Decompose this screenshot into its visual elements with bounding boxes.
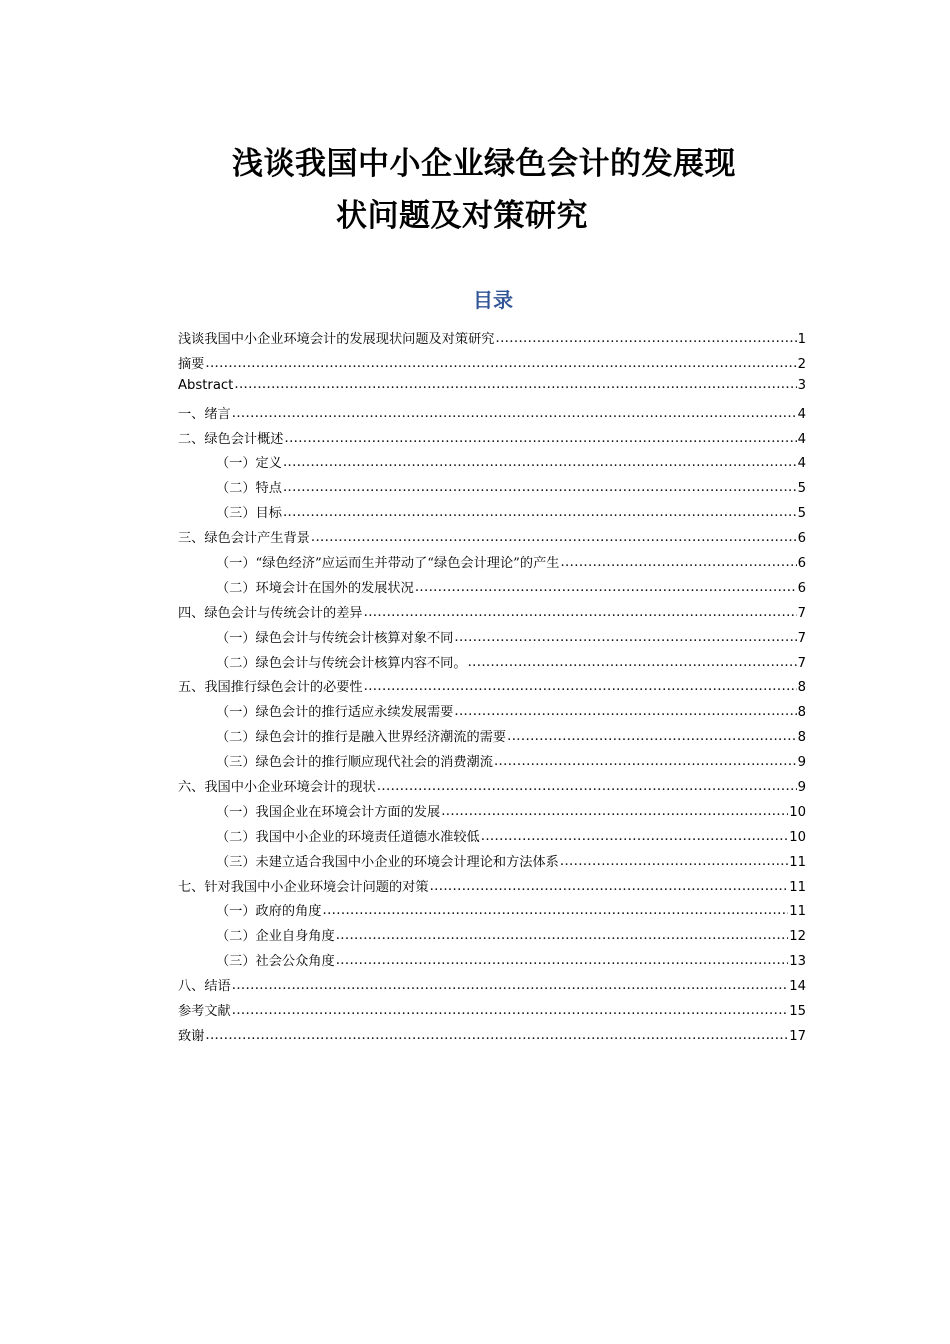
toc-entry-page-number: 15 [789,1004,806,1020]
document-title-line-2: 状问题及对策研究 [336,198,588,234]
toc-entry-page-number: 17 [789,1028,806,1044]
toc-dot-leader [494,754,797,769]
toc-dot-leader [311,530,797,545]
toc-entry-page-number: 4 [797,456,806,472]
toc-entry-title: 摘要 [178,356,205,372]
toc-entry-page-number: 4 [797,406,806,422]
toc-entry[interactable] [178,676,806,701]
toc-dot-leader [430,879,789,894]
toc-entry[interactable] [178,627,806,652]
toc-entry-page-number: 8 [797,705,806,721]
toc-entry-title: 四、绿色会计与传统会计的差异 [178,605,363,621]
toc-entry-title: （一）绿色会计与传统会计核算对象不同 [216,630,454,646]
toc-entry-page-number: 10 [789,804,806,820]
toc-dot-leader [336,953,789,968]
toc-entry[interactable] [178,876,806,901]
toc-entry[interactable] [178,353,806,378]
toc-dot-leader [232,406,797,421]
toc-entry[interactable] [178,1025,806,1050]
toc-dot-leader [454,630,796,645]
toc-entry-title: （一）我国企业在环境会计方面的发展 [216,804,441,820]
toc-entry-title: （一）绿色会计的推行适应永续发展需要 [216,705,454,721]
toc-dot-leader [205,1028,788,1043]
toc-dot-leader [560,555,796,570]
toc-entry[interactable] [178,378,806,403]
toc-entry-title: （三）绿色会计的推行顺应现代社会的消费潮流 [216,755,493,771]
toc-entry-title: （三）未建立适合我国中小企业的环境会计理论和方法体系 [216,854,559,870]
toc-entry[interactable] [178,776,806,801]
toc-dot-leader [283,455,797,470]
toc-dot-leader [507,729,796,744]
toc-entry-page-number: 4 [797,431,806,447]
toc-entry-page-number: 8 [797,680,806,696]
toc-entry[interactable] [178,602,806,627]
toc-entry-page-number: 5 [797,506,806,522]
toc-entry-page-number: 11 [789,904,806,920]
toc-entry-title: （二）环境会计在国外的发展状况 [216,580,414,596]
toc-entry-title: 致谢 [178,1028,205,1044]
toc-entry-page-number: 6 [797,531,806,547]
toc-dot-leader [285,431,797,446]
toc-entry-page-number: 7 [797,655,806,671]
toc-entry-title: （二）绿色会计的推行是融入世界经济潮流的需要 [216,730,507,746]
toc-entry-title: 五、我国推行绿色会计的必要性 [178,680,363,696]
toc-entry[interactable] [178,851,806,876]
toc-dot-leader [232,978,788,993]
toc-entry-page-number: 7 [797,605,806,621]
toc-dot-leader [336,928,789,943]
toc-dot-leader [283,505,797,520]
toc-entry-page-number: 10 [789,829,806,845]
toc-entry-title: 三、绿色会计产生背景 [178,531,310,547]
toc-entry-page-number: 7 [797,630,806,646]
toc-entry[interactable] [178,975,806,1000]
toc-entry-title: 一、绪言 [178,406,231,422]
toc-dot-leader [481,829,788,844]
toc-entry-title: （二）企业自身角度 [216,929,335,945]
toc-entry[interactable] [178,552,806,577]
toc-entry-title: （三）目标 [216,506,282,522]
toc-entry-page-number: 12 [789,929,806,945]
toc-entry[interactable] [178,577,806,602]
toc-entry-page-number: 14 [789,979,806,995]
toc-dot-leader [377,779,797,794]
toc-entry[interactable] [178,502,806,527]
toc-entry-page-number: 9 [797,780,806,796]
toc-dot-leader [496,331,797,346]
toc-entry[interactable] [178,1000,806,1025]
toc-entry[interactable] [178,701,806,726]
toc-entry-title: （三）社会公众角度 [216,954,335,970]
toc-entry-title: （一）定义 [216,456,282,472]
toc-dot-leader [283,480,797,495]
toc-entry-title: 八、结语 [178,979,231,995]
toc-entry-title: 六、我国中小企业环境会计的现状 [178,780,376,796]
toc-entry-title: （二）特点 [216,481,282,497]
toc-entry[interactable] [178,452,806,477]
toc-dot-leader [441,804,788,819]
toc-entry-title: 浅谈我国中小企业环境会计的发展现状问题及对策研究 [178,332,495,347]
toc-entry[interactable] [178,403,806,428]
toc-entry-page-number: 2 [797,356,806,372]
toc-entry-page-number: 6 [797,556,806,572]
toc-entry[interactable] [178,477,806,502]
toc-dot-leader [234,377,796,392]
document-title-line-1: 浅谈我国中小企业绿色会计的发展现 [232,146,736,182]
toc-entry[interactable] [178,751,806,776]
toc-entry[interactable] [178,826,806,851]
toc-dot-leader [454,704,796,719]
toc-dot-leader [364,605,797,620]
toc-entry-title: （二）绿色会计与传统会计核算内容不同。 [216,655,467,671]
toc-dot-leader [232,1003,788,1018]
table-of-contents [178,328,806,1050]
toc-entry-page-number: 6 [797,580,806,596]
toc-dot-leader [468,655,797,670]
toc-entry[interactable] [178,925,806,950]
toc-entry-title: 参考文献 [178,1004,231,1020]
toc-entry-title: （一）政府的角度 [216,904,322,920]
toc-entry-page-number: 5 [797,481,806,497]
toc-entry-page-number: 13 [789,954,806,970]
toc-entry-title: （一）“绿色经济”应运而生并带动了“绿色会计理论”的产生 [216,556,560,572]
document-title [160,138,860,242]
toc-entry[interactable] [178,527,806,552]
toc-dot-leader [323,903,789,918]
toc-entry-title: （二）我国中小企业的环境责任道德水准较低 [216,829,480,845]
toc-entry[interactable] [178,801,806,826]
toc-entry[interactable] [178,726,806,751]
toc-entry-page-number: 11 [789,854,806,870]
toc-entry-page-number: 3 [797,377,806,393]
toc-heading: 目录 [473,288,513,312]
toc-entry[interactable] [178,900,806,925]
toc-dot-leader [415,580,797,595]
toc-entry-title: Abstract [178,377,234,393]
toc-dot-leader [364,679,797,694]
toc-entry-title: 七、针对我国中小企业环境会计问题的对策 [178,879,429,895]
toc-entry[interactable] [178,652,806,677]
toc-entry-page-number: 11 [789,879,806,895]
toc-entry[interactable] [178,428,806,453]
toc-entry[interactable] [178,950,806,975]
toc-dot-leader [205,356,796,371]
toc-entry-page-number: 9 [797,755,806,771]
toc-entry-page-number: 8 [797,730,806,746]
toc-dot-leader [560,854,788,869]
toc-entry[interactable] [178,328,806,353]
toc-entry-title: 二、绿色会计概述 [178,431,284,447]
toc-entry-page-number: 1 [797,332,806,347]
